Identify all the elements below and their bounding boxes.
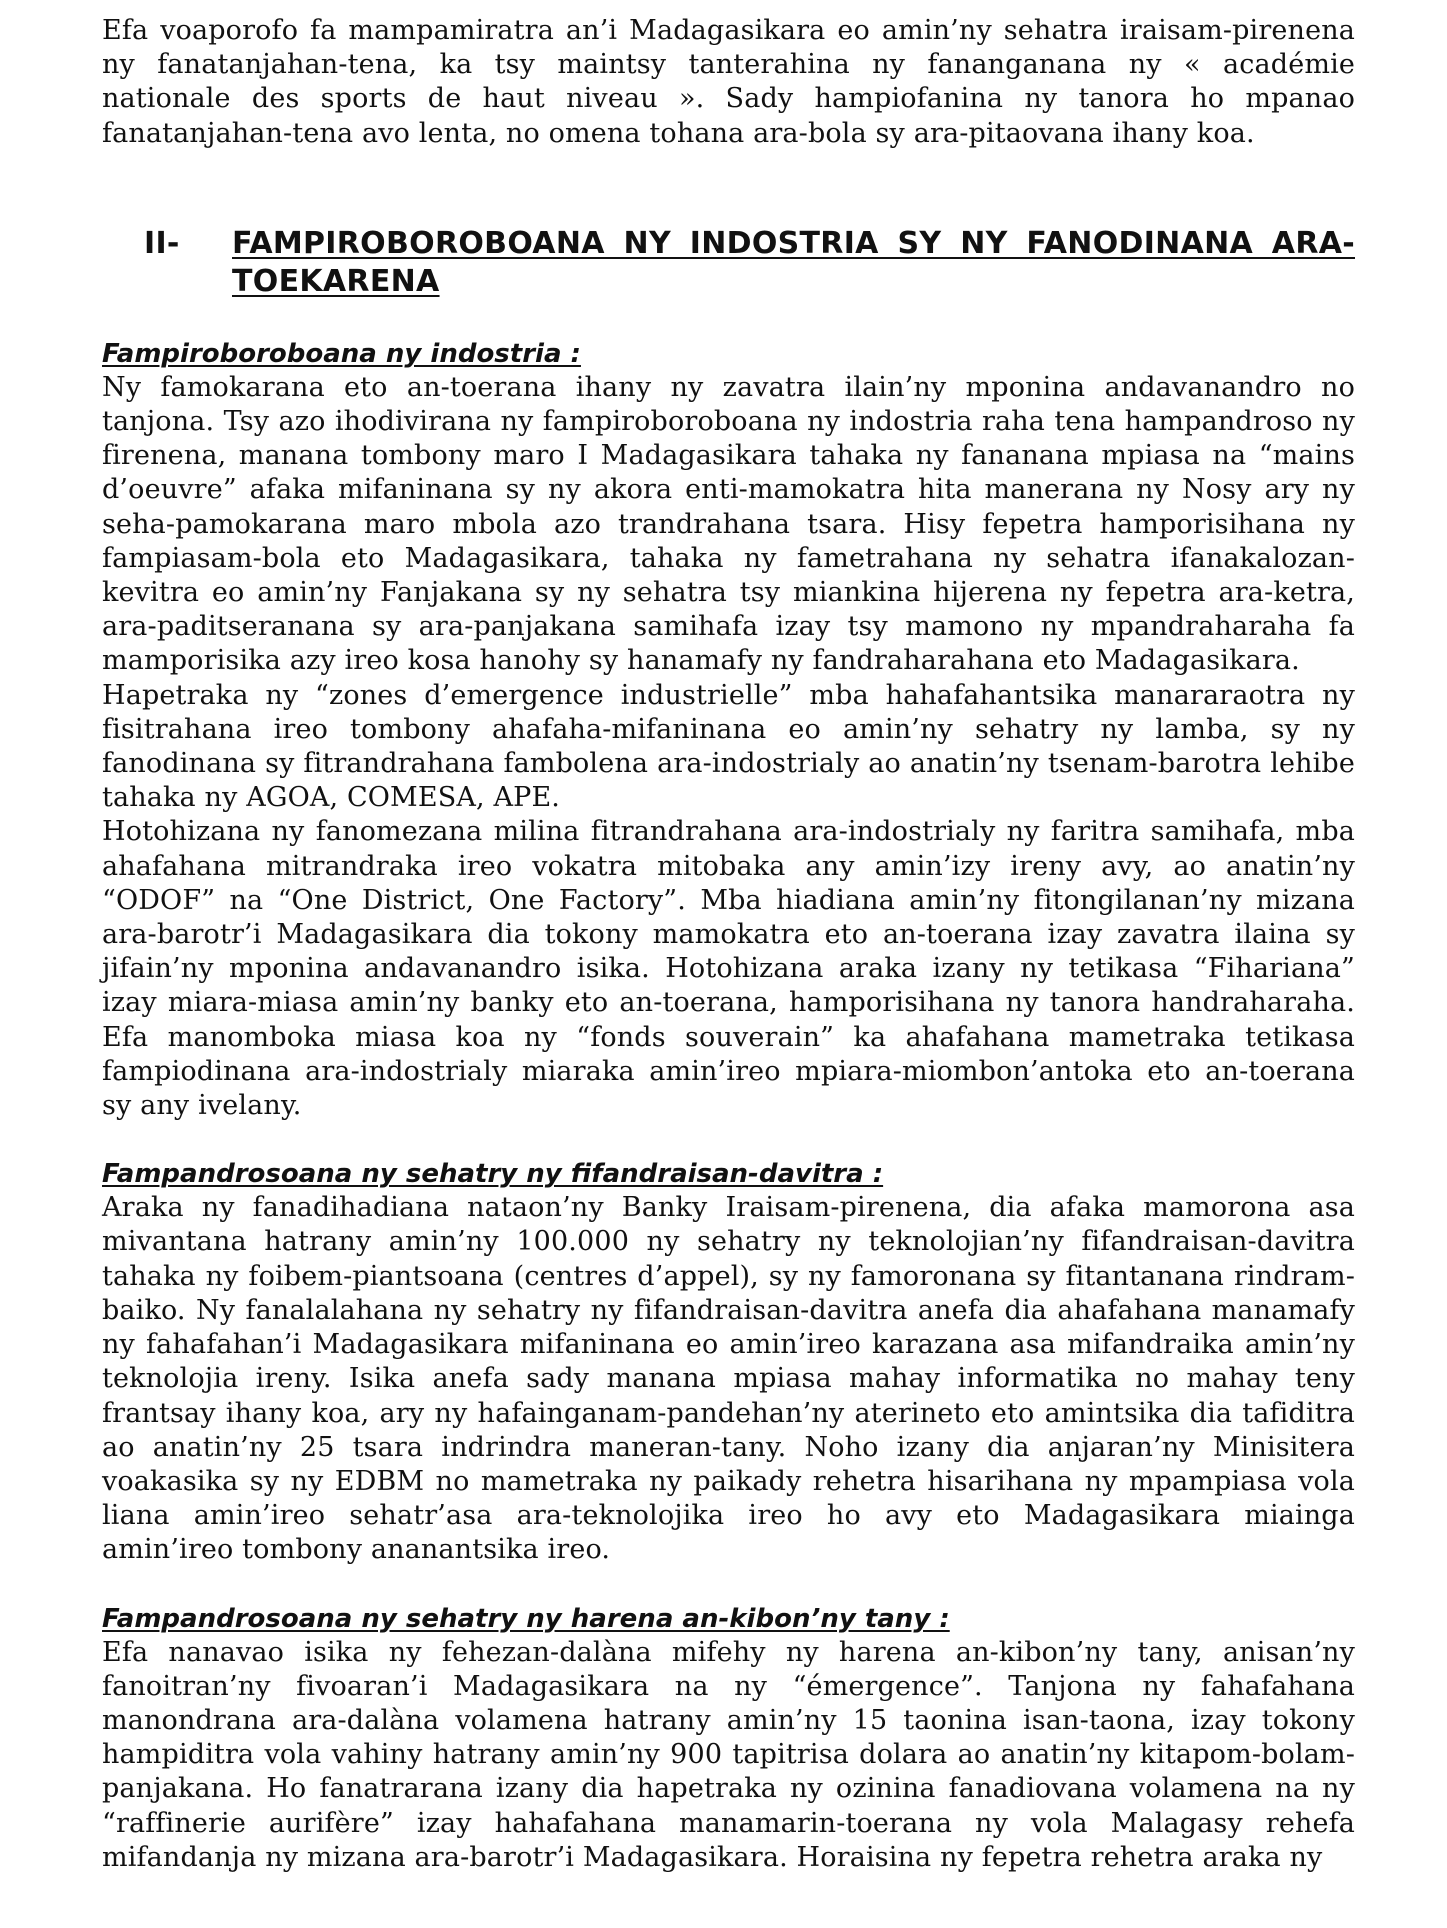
section-title: FAMPIROBOROBOANA NY INDOSTRIA SY NY FANODINANA ARA-TOEKARENA xyxy=(232,225,1355,299)
industry-paragraph-2: Hapetraka ny “zones d’emergence industrielle” mba hahafahantsika manararaotra ny fisitrahana ireo tombony ahafaha-mifaninana eo amin’ny sehatry ny lamba, sy ny fanodinana sy fitrandrahana fambolena ara-indostrialy ao anatin’ny tsenam-barotra lehibe tahaka ny AGOA, COMESA, APE. xyxy=(102,679,1355,814)
digital-subheading: Fampandrosoana ny sehatry ny fifandraisan-davitra : xyxy=(102,1159,884,1190)
industry-subheading: Fampiroboroboana ny indostria : xyxy=(102,338,581,369)
intro-paragraph: Efa voaporofo fa mampamiratra an’i Madagasikara eo amin’ny sehatra iraisam-pirenena ny fanatanjahan-tena, ka tsy maintsy tanterahina ny fananganana ny « académie nationale des sports de haut niveau ». Sady hampiofanina ny tanora ho mpanao fanatanjahan-tena avo lenta, no omena tohana ara-bola sy ara-pitaovana ihany koa. xyxy=(102,15,1355,149)
digital-paragraph: Araka ny fanadihadiana nataon’ny Banky Iraisam-pirenena, dia afaka mamorona asa mivantana hatrany amin’ny 100.000 ny sehatry ny teknolojian’ny fifandraisan-davitra tahaka ny foibem-piantsoana (centres d’appel), sy ny famoronana sy fitantanana rindram-baiko. Ny fanalalahana ny sehatry ny fifandraisan-davitra anefa dia ahafahana manamafy ny fahafahan’i Madagasikara mifaninana eo amin’ireo karazana asa mifandraika amin’ny teknolojia ireny. Isika anefa sady manana mpiasa mahay informatika no mahay teny frantsay ihany koa, ary ny hafainganam-pandehan’ny aterineto eto amintsika dia tafiditra ao anatin’ny 25 tsara indrindra maneran-tany. Noho izany dia anjaran’ny Minisitera voakasika sy ny EDBM no mametraka ny paikady rehetra hisarihana ny mpampiasa vola liana amin’ireo sehatr’asa ara-teknolojika ireo ho avy eto Madagasikara miainga amin’ireo tombony ananantsika ireo. xyxy=(102,1192,1355,1566)
document-page xyxy=(102,14,1355,1875)
mining-subheading: Fampandrosoana ny sehatry ny harena an-kibon’ny tany : xyxy=(102,1603,950,1634)
section-number: II- xyxy=(144,225,180,261)
section-heading xyxy=(144,225,1355,301)
industry-paragraph-3: Hotohizana ny fanomezana milina fitrandrahana ara-indostrialy ny faritra samihafa, mba ahafahana mitrandraka ireo vokatra mitobaka any amin’izy ireny avy, ao anatin’ny “ODOF” na “One District, One Factory”. Mba hiadiana amin’ny fitongilanan’ny mizana ara-barotr’i Madagasikara dia tokony mamokatra eto an-toerana izay zavatra ilaina sy jifain’ny mponina andavanandro isika. Hotohizana araka izany ny tetikasa “Fihariana” izay miara-miasa amin’ny banky eto an-toerana, hamporisihana ny tanora handraharaha. Efa manomboka miasa koa ny “fonds souverain” ka ahafahana mametraka tetikasa fampiodinana ara-indostrialy miaraka amin’ireo mpiara-miombon’antoka eto an-toerana sy any ivelany. xyxy=(102,816,1355,1122)
mining-paragraph: Efa nanavao isika ny fehezan-dalàna mifehy ny harena an-kibon’ny tany, anisan’ny fanoitran’ny fivoaran’i Madagasikara na ny “émergence”. Tanjona ny fahafahana manondrana ara-dalàna volamena hatrany amin’ny 15 taonina isan-taona, izay tokony hampiditra vola vahiny hatrany amin’ny 900 tapitrisa dolara ao anatin’ny kitapom-bolam-panjakana. Ho fanatrarana izany dia hapetraka ny ozinina fanadiovana volamena na ny “raffinerie aurifère” izay hahafahana manamarin-toerana ny vola Malagasy rehefa mifandanja ny mizana ara-barotr’i Madagasikara. Horaisina ny fepetra rehetra araka ny xyxy=(102,1636,1355,1873)
industry-paragraph-1: Ny famokarana eto an-toerana ihany ny zavatra ilain’ny mponina andavanandro no tanjona. Tsy azo ihodivirana ny fampiroboroboana ny indostria raha tena hampandroso ny firenena, manana tombony maro I Madagasikara tahaka ny fananana mpiasa na “mains d’oeuvre” afaka mifaninana sy ny akora enti-mamokatra hita manerana ny Nosy ary ny seha-pamokarana maro mbola azo trandrahana tsara. Hisy fepetra hamporisihana ny fampiasam-bola eto Madagasikara, tahaka ny fametrahana ny sehatra ifanakalozan-kevitra eo amin’ny Fanjakana sy ny sehatra tsy miankina hijerena ny fepetra ara-ketra, ara-paditseranana sy ara-panjakana samihafa izay tsy mamono ny mpandraharaha fa mamporisika azy ireo kosa hanohy sy hanamafy ny fandraharahana eto Madagasikara. xyxy=(102,371,1355,677)
